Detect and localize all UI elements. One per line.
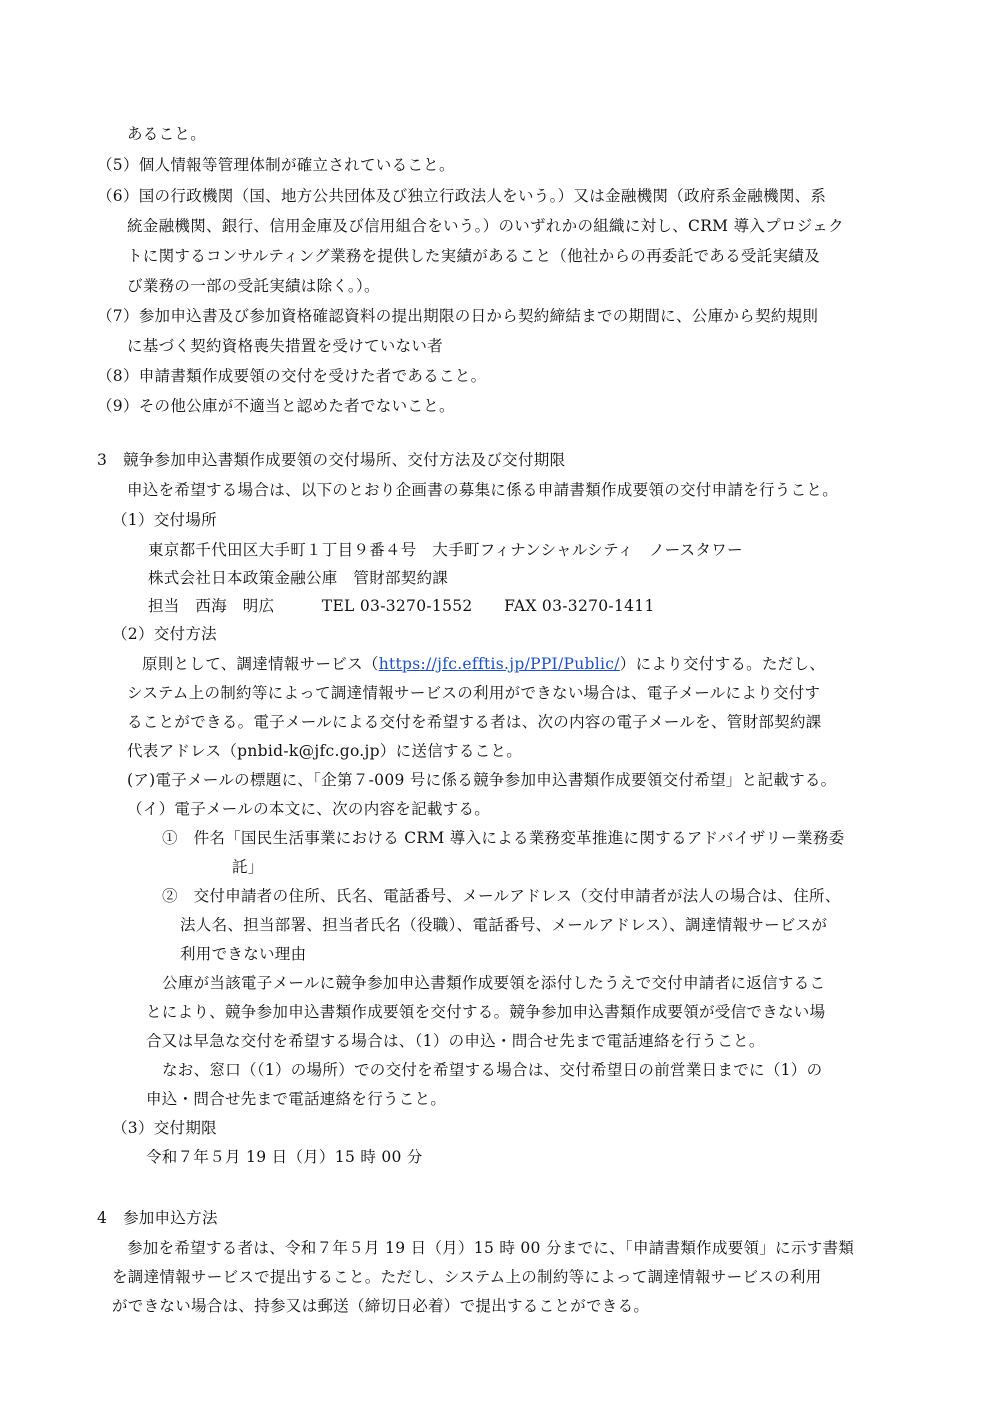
organization-line: 株式会社日本政策金融公庫 管財部契約課 bbox=[148, 569, 449, 587]
section-heading-3: 3 競争参加申込書類作成要領の交付場所、交付方法及び交付期限 bbox=[97, 451, 566, 469]
list-item-7: （7）参加申込書及び参加資格確認資料の提出期限の日から契約締結までの期間に、公庫から契約規則 bbox=[97, 307, 819, 325]
paragraph-line: なお、窓口（（1）の場所）での交付を希望する場合は、交付希望日の前営業日までに（1）の bbox=[162, 1061, 823, 1079]
list-item-6: （6）国の行政機関（国、地方公共団体及び独立行政法人をいう。）又は金融機関（政府系金融機関、系 bbox=[97, 187, 827, 205]
text-segment: 原則として、調達情報サービス（ bbox=[142, 655, 379, 673]
paragraph-line bbox=[142, 654, 825, 674]
text-line: 託」 bbox=[232, 858, 264, 876]
paragraph-line: 公庫が当該電子メールに競争参加申込書類作成要領を添付したうえで交付申請者に返信するこ bbox=[162, 974, 826, 992]
subsection-heading: （1）交付場所 bbox=[112, 511, 217, 529]
paragraph-line: とにより、競争参加申込書類作成要領を交付する。競争参加申込書類作成要領が受信できない場 bbox=[146, 1003, 826, 1021]
paragraph-line: 申込・問合せ先まで電話連絡を行うこと。 bbox=[146, 1090, 447, 1108]
text-line: 利用できない理由 bbox=[180, 945, 307, 963]
list-item-5: （5）個人情報等管理体制が確立されていること。 bbox=[97, 156, 455, 174]
address-line: 東京都千代田区大手町１丁目９番４号 大手町フィナンシャルシティ ノースタワー bbox=[148, 541, 743, 559]
list-item-9: （9）その他公庫が不適当と認めた者でないこと。 bbox=[97, 397, 455, 415]
section-heading-4: 4 参加申込方法 bbox=[97, 1209, 218, 1227]
text-segment: ）により交付する。ただし、 bbox=[619, 655, 826, 673]
contact-line: 担当 西海 明広 TEL 03-3270-1552 FAX 03-3270-1411 bbox=[148, 597, 655, 615]
subsection-heading: （2）交付方法 bbox=[112, 625, 217, 643]
list-item-a: (ア)電子メールの標題に、「企第７-009 号に係る競争参加申込書類作成要領交付希望」と記載する。 bbox=[127, 771, 837, 789]
list-item-8: （8）申請書類作成要領の交付を受けた者であること。 bbox=[97, 367, 487, 385]
paragraph-line: を調達情報サービスで提出すること。ただし、システム上の制約等によって調達情報サービスの利用 bbox=[112, 1268, 822, 1286]
text-line: に基づく契約資格喪失措置を受けていない者 bbox=[127, 337, 444, 355]
paragraph-line: ることができる。電子メールによる交付を希望する者は、次の内容の電子メールを、管財部契約課 bbox=[127, 713, 822, 731]
deadline-line: 令和７年５月 19 日（月）15 時 00 分 bbox=[146, 1148, 423, 1166]
numbered-item-2: ② 交付申請者の住所、氏名、電話番号、メールアドレス（交付申請者が法人の場合は、住所、 bbox=[162, 887, 841, 905]
paragraph-line: 申込を希望する場合は、以下のとおり企画書の募集に係る申請書類作成要領の交付申請を行うこと。 bbox=[127, 481, 839, 499]
paragraph-line: システム上の制約等によって調達情報サービスの利用ができない場合は、電子メールにより交付す bbox=[127, 684, 821, 702]
text-line: あること。 bbox=[127, 125, 207, 143]
paragraph-line: 合又は早急な交付を希望する場合は、（1）の申込・問合せ先まで電話連絡を行うこと。 bbox=[146, 1032, 765, 1050]
paragraph-line: ができない場合は、持参又は郵送（締切日必着）で提出することができる。 bbox=[112, 1297, 650, 1315]
text-line: 法人名、担当部署、担当者氏名（役職）、電話番号、メールアドレス）、調達情報サービスが bbox=[180, 916, 828, 934]
paragraph-line: 参加を希望する者は、令和７年５月 19 日（月）15 時 00 分までに、「申請書類作成要領」に示す書類 bbox=[127, 1239, 855, 1257]
subsection-heading: （3）交付期限 bbox=[112, 1119, 217, 1137]
text-line: 統金融機関、銀行、信用金庫及び信用組合をいう。）のいずれかの組織に対し、CRM 導入プロジェク bbox=[127, 217, 844, 235]
list-item-i: （イ）電子メールの本文に、次の内容を記載する。 bbox=[127, 800, 491, 818]
text-line: び業務の一部の受託実績は除く。）。 bbox=[127, 277, 380, 295]
numbered-item-1: ① 件名「国民生活事業における CRM 導入による業務変革推進に関するアドバイザリー業務委 bbox=[162, 829, 845, 847]
text-line: トに関するコンサルティング業務を提供した実績があること（他社からの再委託である受託実績及 bbox=[127, 247, 820, 265]
procurement-url-link[interactable]: https://jfc.efftis.jp/PPI/Public/ bbox=[378, 655, 620, 673]
paragraph-line: 代表アドレス（pnbid-k@jfc.go.jp）に送信すること。 bbox=[127, 742, 523, 760]
